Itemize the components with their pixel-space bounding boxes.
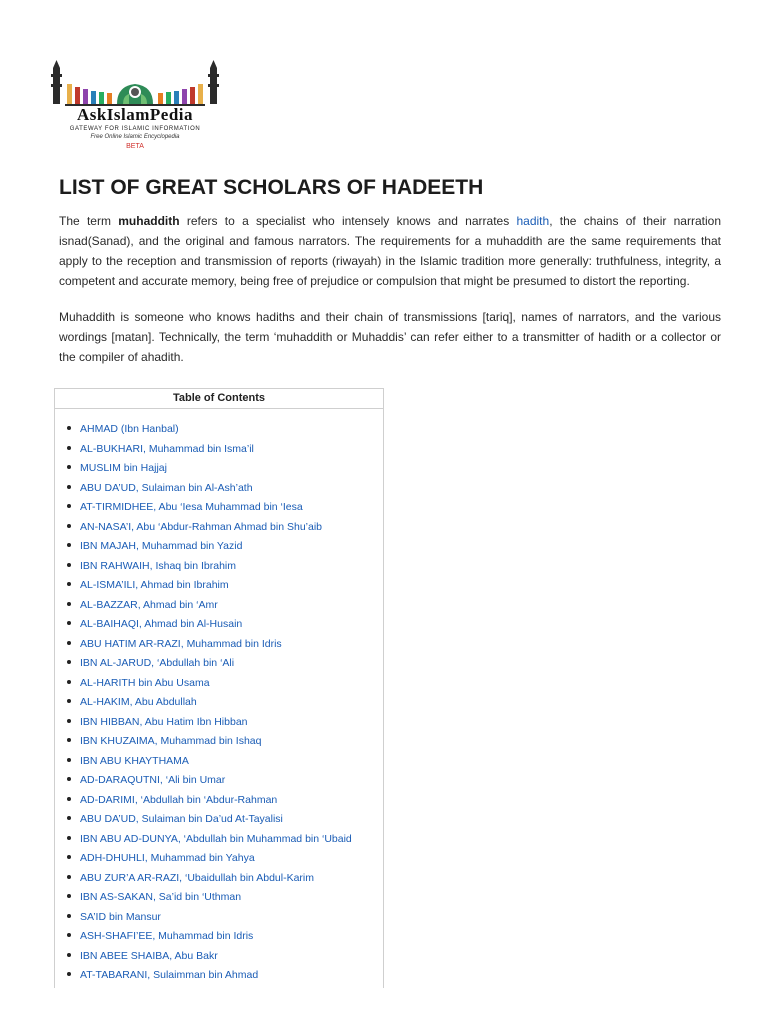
toc-item	[67, 966, 352, 986]
logo-name: AskIslamPedia	[76, 105, 194, 124]
toc-link[interactable]: ABU DA’UD, Sulaiman bin Da’ud At-Tayalisi	[80, 813, 283, 825]
bullet-icon	[67, 465, 71, 469]
toc-link[interactable]: AN-NASA’I, Abu ‘Abdur-Rahman Ahmad bin Shu’aib	[80, 520, 323, 533]
bullet-icon	[67, 816, 71, 820]
toc-item	[67, 518, 352, 538]
toc-item	[67, 459, 352, 479]
bullet-icon	[67, 602, 71, 606]
toc-item	[67, 947, 352, 967]
bullet-icon	[67, 719, 71, 723]
toc-link[interactable]: IBN ABU KHAYTHAMA	[80, 754, 189, 767]
definition-paragraph: Muhaddith is someone who knows hadiths and their chain of transmissions [tariq], names of narrators, and the various wordings [matan]. Technically, the term ‘muhaddith or Muhaddis’ can refer either to a transmitter of hadith or a collector or the compiler of ahadith.	[59, 310, 721, 364]
bullet-icon	[67, 797, 71, 801]
toc-item	[67, 420, 352, 440]
toc-item	[67, 440, 352, 460]
toc-link[interactable]: ADH-DHUHLI, Muhammad bin Yahya	[80, 852, 255, 864]
toc-item	[67, 654, 352, 674]
bullet-icon	[67, 836, 71, 840]
bullet-icon	[67, 543, 71, 547]
logo-tagline: GATEWAY FOR ISLAMIC INFORMATION	[69, 126, 201, 132]
toc-link[interactable]: AHMAD (Ibn Hanbal)	[80, 423, 179, 435]
intro-paragraph	[59, 211, 721, 291]
toc-item	[67, 810, 352, 830]
toc-link[interactable]: IBN MAJAH, Muhammad bin Yazid	[80, 540, 243, 552]
toc-link[interactable]: IBN KHUZAIMA, Muhammad bin Ishaq	[80, 735, 262, 747]
toc-item	[67, 576, 352, 596]
toc-item	[67, 791, 352, 811]
toc-item	[67, 830, 352, 850]
toc-link[interactable]: ABU ZUR’A AR-RAZI, ‘Ubaidullah bin Abdul-Karim	[80, 871, 315, 884]
toc-link[interactable]: SA’ID bin Mansur	[80, 910, 161, 923]
toc-link[interactable]: AD-DARAQUTNI, ‘Ali bin Umar	[80, 774, 226, 786]
toc-link[interactable]: IBN HIBBAN, Abu Hatim Ibn Hibban	[80, 715, 248, 728]
bullet-icon	[67, 504, 71, 508]
bullet-icon	[67, 524, 71, 528]
bullet-icon	[67, 426, 71, 430]
bullet-icon	[67, 875, 71, 879]
bullet-icon	[67, 485, 71, 489]
bullet-icon	[67, 738, 71, 742]
toc-link[interactable]: ABU DA’UD, Sulaiman bin Al-Ash’ath	[80, 481, 253, 494]
bullet-icon	[67, 758, 71, 762]
toc-item	[67, 849, 352, 869]
toc-link[interactable]: IBN ABU AD-DUNYA, ‘Abdullah bin Muhammad bin ‘Ubaid	[80, 832, 352, 845]
bullet-icon	[67, 914, 71, 918]
toc-link[interactable]: IBN RAHWAIH, Ishaq bin Ibrahim	[80, 559, 236, 572]
logo-graphic-icon	[45, 60, 225, 108]
bullet-icon	[67, 894, 71, 898]
term-muhaddith: muhaddith	[118, 214, 180, 228]
beta-badge: BETA	[126, 143, 144, 150]
intro-text-start: The term	[59, 214, 119, 228]
toc-item	[67, 771, 352, 791]
toc-link[interactable]: AT-TIRMIDHEE, Abu ‘Iesa Muhammad bin ‘Iesa	[80, 501, 303, 513]
intro-text-end: , the chains of their narration isnad(Sanad), and the original and famous narrators. The requirements for a muhaddith are the same requirements that apply to the reception and transmission of reports (riwayah) in the Islamic tradition more generally: truthfulness, integrity, a competent and accurate memory, being free of prejudice or compulsion that might be presumed to distort the reporting.	[59, 214, 721, 288]
hadith-link[interactable]: hadith	[516, 214, 550, 228]
toc-link[interactable]: AL-BUKHARI, Muhammad bin Isma’il	[80, 442, 254, 455]
toc-link[interactable]: IBN AS-SAKAN, Sa’id bin ‘Uthman	[80, 891, 242, 903]
toc-item	[67, 888, 352, 908]
toc-link[interactable]: AD-DARIMI, ‘Abdullah bin ‘Abdur-Rahman	[80, 793, 278, 806]
toc-item	[67, 927, 352, 947]
toc-item	[67, 752, 352, 772]
bullet-icon	[67, 699, 71, 703]
table-of-contents	[54, 388, 384, 988]
toc-link[interactable]: IBN ABEE SHAIBA, Abu Bakr	[80, 949, 218, 962]
toc-item	[67, 498, 352, 518]
toc-title: Table of Contents	[55, 389, 383, 409]
bullet-icon	[67, 621, 71, 625]
toc-link[interactable]: AL-ISMA’ILI, Ahmad bin Ibrahim	[80, 579, 229, 591]
site-logo[interactable]	[45, 60, 225, 152]
toc-item	[67, 674, 352, 694]
toc-link[interactable]: AL-BAZZAR, Ahmad bin ‘Amr	[80, 598, 218, 611]
toc-item	[67, 869, 352, 889]
toc-link[interactable]: AL-HARITH bin Abu Usama	[80, 676, 210, 689]
bullet-icon	[67, 855, 71, 859]
toc-item	[67, 908, 352, 928]
bullet-icon	[67, 953, 71, 957]
toc-item	[67, 693, 352, 713]
toc-item	[67, 635, 352, 655]
toc-link[interactable]: ASH-SHAFI’EE, Muhammad bin Idris	[80, 930, 254, 942]
toc-link[interactable]: AL-BAIHAQI, Ahmad bin Al-Husain	[80, 618, 243, 630]
toc-item	[67, 615, 352, 635]
logo-subtitle: Free Online Islamic Encyclopedia	[90, 134, 180, 140]
bullet-icon	[67, 680, 71, 684]
bullet-icon	[67, 446, 71, 450]
toc-item	[67, 479, 352, 499]
toc-link[interactable]: MUSLIM bin Hajjaj	[80, 462, 167, 474]
toc-item	[67, 557, 352, 577]
toc-item	[67, 713, 352, 733]
toc-list	[67, 420, 352, 986]
bullet-icon	[67, 582, 71, 586]
toc-link[interactable]: IBN AL-JARUD, ‘Abdullah bin ‘Ali	[80, 657, 235, 669]
toc-item	[67, 596, 352, 616]
toc-item	[67, 537, 352, 557]
intro-text-mid: refers to a specialist who intensely knows and narrates	[179, 214, 517, 228]
bullet-icon	[67, 933, 71, 937]
toc-link[interactable]: AT-TABARANI, Sulaimman bin Ahmad	[80, 969, 259, 981]
page-title: LIST OF GREAT SCHOLARS OF HADEETH	[59, 176, 484, 199]
bullet-icon	[67, 660, 71, 664]
toc-link[interactable]: ABU HATIM AR-RAZI, Muhammad bin Idris	[80, 637, 282, 650]
toc-link[interactable]: AL-HAKIM, Abu Abdullah	[80, 696, 197, 708]
bullet-icon	[67, 777, 71, 781]
bullet-icon	[67, 972, 71, 976]
bullet-icon	[67, 563, 71, 567]
toc-item	[67, 732, 352, 752]
bullet-icon	[67, 641, 71, 645]
